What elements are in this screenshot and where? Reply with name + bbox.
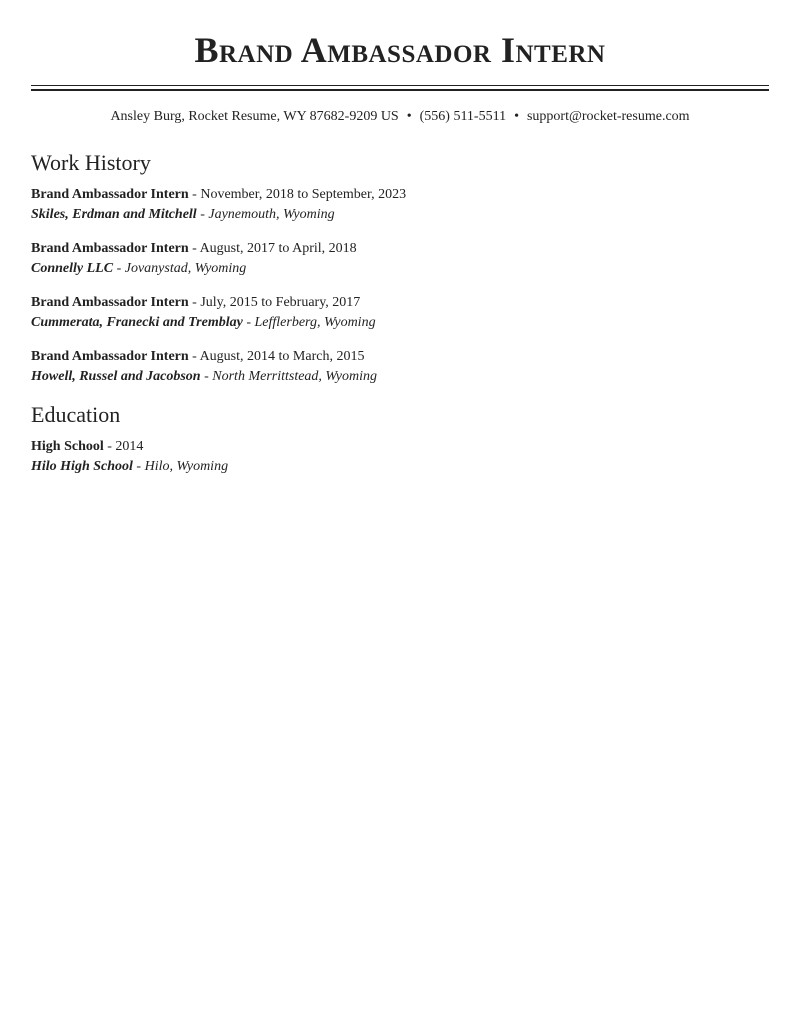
header-rule-thin [31, 85, 769, 86]
education-heading: Education [31, 402, 121, 427]
work-entry-organization: Connelly LLC [31, 261, 114, 276]
work-entry-dash: - [188, 187, 201, 202]
education-entry-dash: - [132, 459, 145, 474]
work-entry-org-line [31, 313, 769, 333]
work-entry-org-line [31, 205, 769, 225]
work-entry-organization: Skiles, Erdman and Mitchell [31, 207, 197, 222]
work-entry-role: Brand Ambassador Intern [31, 187, 189, 202]
work-entry-dates: August, 2017 to April, 2018 [199, 241, 357, 256]
work-entry-organization: Howell, Russel and Jacobson [31, 369, 201, 384]
work-entry-title-line [31, 239, 769, 259]
work-entry-dates: November, 2018 to September, 2023 [200, 187, 407, 202]
contact-email: support@rocket-resume.com [526, 109, 690, 124]
work-entry-dash: - [188, 295, 201, 310]
work-entry [31, 239, 769, 279]
work-entry-dash: - [196, 207, 209, 222]
work-entry-org-line [31, 367, 769, 387]
work-entry-dash: - [188, 241, 200, 256]
education-section [31, 401, 769, 477]
work-entry-dash: - [200, 369, 213, 384]
work-entry-organization: Cummerata, Franecki and Tremblay [31, 315, 243, 330]
contact-address: Ansley Burg, Rocket Resume, WY 87682-9209 US [110, 109, 399, 124]
work-history-heading: Work History [31, 150, 151, 175]
resume-title: Brand Ambassador Intern [194, 30, 606, 70]
education-entry-school-line [31, 457, 769, 477]
education-entry [31, 437, 769, 477]
work-entry-location: North Merrittstead, Wyoming [212, 369, 378, 384]
work-entry-location: Lefflerberg, Wyoming [254, 315, 376, 330]
contact-line [31, 108, 769, 126]
work-entry [31, 185, 769, 225]
work-entry-dash: - [113, 261, 125, 276]
contact-phone: (556) 511-5511 [419, 109, 507, 124]
work-entry [31, 347, 769, 387]
work-entry-title-line [31, 293, 769, 313]
work-entry-location: Jovanystad, Wyoming [124, 261, 247, 276]
header-rule-thick [31, 89, 769, 91]
education-entry-dash: - [103, 439, 116, 454]
contact-separator: • [406, 109, 412, 124]
work-entry-dates: August, 2014 to March, 2015 [199, 349, 365, 364]
education-entry-school: Hilo High School [31, 459, 133, 474]
education-entry-location: Hilo, Wyoming [144, 459, 229, 474]
education-entry-title-line [31, 437, 769, 457]
work-entry-role: Brand Ambassador Intern [31, 241, 189, 256]
contact-separator: • [514, 109, 519, 124]
education-entry-degree: High School [31, 439, 104, 454]
work-history-section [31, 149, 769, 387]
work-entry-dates: July, 2015 to February, 2017 [200, 295, 361, 310]
work-entry-dash: - [188, 349, 200, 364]
work-entry-location: Jaynemouth, Wyoming [208, 207, 335, 222]
work-entry-role: Brand Ambassador Intern [31, 295, 189, 310]
work-entry [31, 293, 769, 333]
work-entry-role: Brand Ambassador Intern [31, 349, 189, 364]
work-entry-title-line [31, 347, 769, 367]
work-entry-org-line [31, 259, 769, 279]
work-entry-title-line [31, 185, 769, 205]
education-entry-year: 2014 [115, 439, 144, 454]
work-entry-dash: - [242, 315, 255, 330]
